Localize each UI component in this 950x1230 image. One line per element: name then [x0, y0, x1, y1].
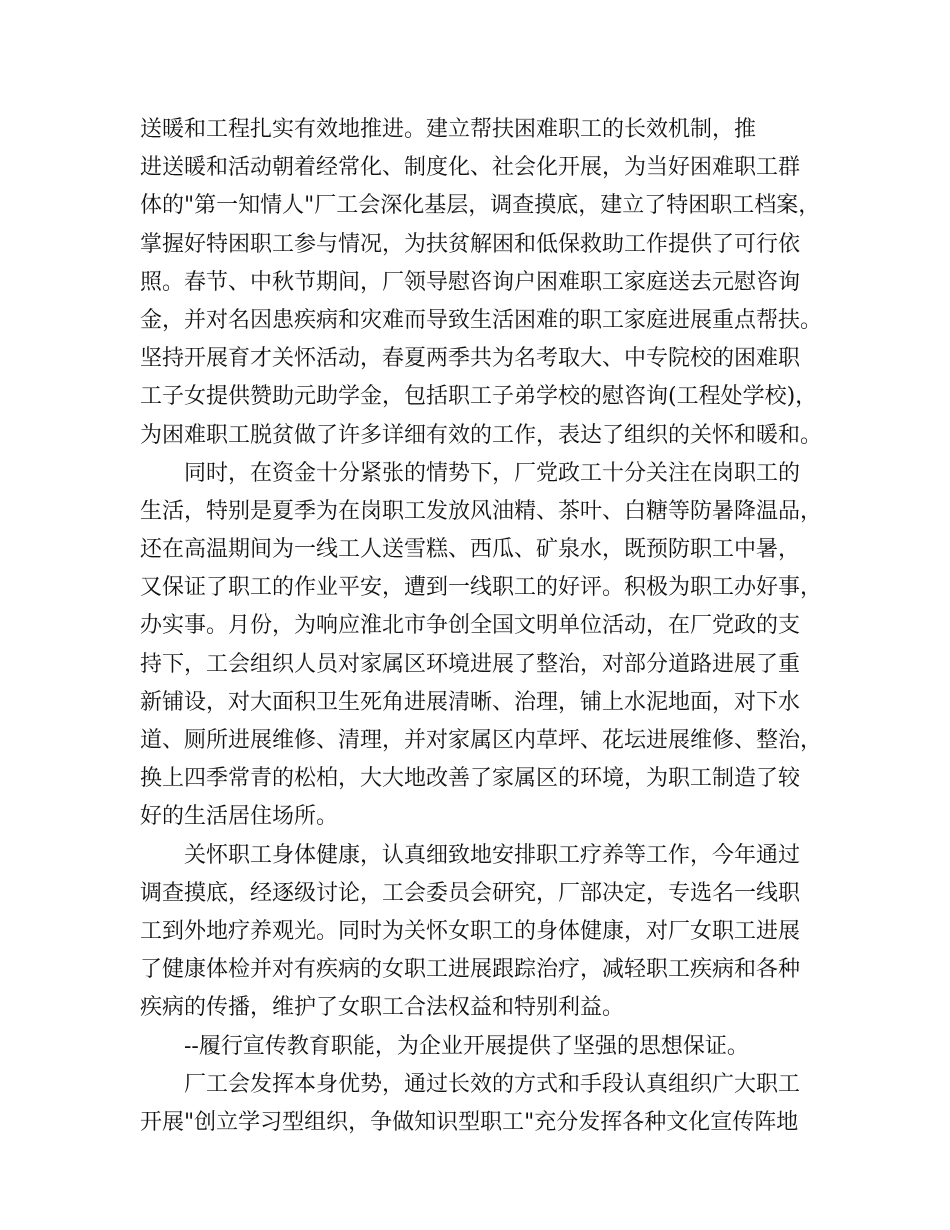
text-line: 金，并对名因患疾病和灾难而导致生活困难的职工家庭进展重点帮扶。: [140, 307, 823, 333]
text-line: 调查摸底，经逐级讨论，工会委员会研究，厂部决定，专选名一线职: [140, 880, 801, 906]
text-line: 办实事。月份，为响应淮北市争创全国文明单位活动，在厂党政的支: [140, 613, 801, 639]
text-line: 好的生活居住场所。: [140, 804, 339, 830]
paragraph-first-line: 关怀职工身体健康，认真细致地安排职工疗养等工作，今年通过: [184, 842, 801, 868]
text-line: 持下，工会组织人员对家属区环境进展了整治，对部分道路进展了重: [140, 651, 801, 677]
text-line: 新铺设，对大面积卫生死角进展清晰、治理，铺上水泥地面，对下水: [140, 689, 801, 715]
text-line: 为困难职工脱贫做了许多详细有效的工作，表达了组织的关怀和暖和。: [140, 422, 823, 448]
document-body: [140, 111, 830, 1142]
text-line: 进送暖和活动朝着经常化、制度化、社会化开展，为当好困难职工群: [140, 155, 801, 181]
text-line: 换上四季常青的松柏，大大地改善了家属区的环境，为职工制造了较: [140, 766, 801, 792]
paragraph-first-line: 厂工会发挥本身优势，通过长效的方式和手段认真组织广大职工: [184, 1071, 801, 1097]
text-line: 送暖和工程扎实有效地推进。建立帮扶困难职工的长效机制，推: [140, 117, 757, 142]
section-heading-line: --履行宣传教育职能，为企业开展提供了坚强的思想保证。: [184, 1033, 749, 1059]
paragraph-first-line: 同时，在资金十分紧张的情势下，厂党政工十分关注在岗职工的: [184, 460, 801, 486]
text-line: 还在高温期间为一线工人送雪糕、西瓜、矿泉水，既预防职工中暑，: [140, 537, 801, 563]
text-line: 道、厕所进展维修、清理，并对家属区内草坪、花坛进展维修、整治，: [140, 728, 823, 753]
text-line: 工子女提供赞助元助学金，包括职工子弟学校的慰咨询(工程处学校)，: [140, 384, 818, 410]
text-line: 了健康体检并对有疾病的女职工进展跟踪治疗，减轻职工疾病和各种: [140, 957, 801, 983]
text-line: 掌握好特困职工参与情况，为扶贫解困和低保救助工作提供了可行依: [140, 231, 801, 257]
text-line: 体的"第一知情人"厂工会深化基层，调查摸底，建立了特困职工档案，: [140, 193, 821, 219]
text-line: 工到外地疗养观光。同时为关怀女职工的身体健康，对厂女职工进展: [140, 918, 801, 944]
text-line: 又保证了职工的作业平安，遭到一线职工的好评。积极为职工办好事，: [140, 575, 823, 601]
text-line: 照。春节、中秋节期间，厂领导慰咨询户困难职工家庭送去元慰咨询: [140, 269, 801, 295]
text-line: 生活，特别是夏季为在岗职工发放风油精、茶叶、白糖等防暑降温品，: [140, 498, 823, 524]
text-line: 开展"创立学习型组织，争做知识型职工"充分发挥各种文化宣传阵地: [140, 1109, 799, 1135]
text-line: 疾病的传播，维护了女职工合法权益和特别利益。: [140, 995, 625, 1021]
text-line: 坚持开展育才关怀活动，春夏两季共为名考取大、中专院校的困难职: [140, 346, 801, 372]
